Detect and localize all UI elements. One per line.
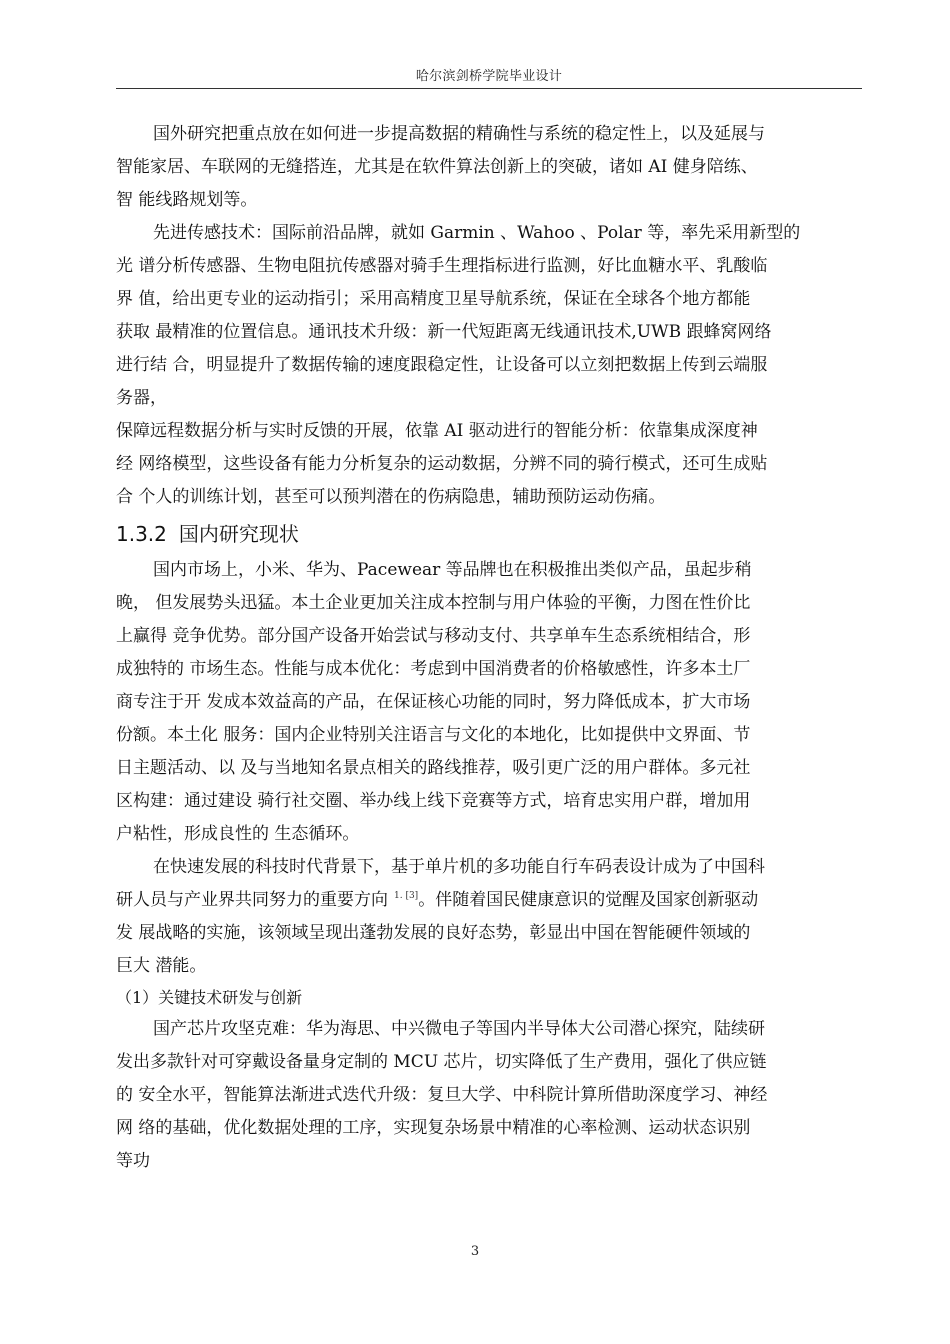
paragraph (116, 851, 856, 983)
paragraph (116, 1013, 856, 1178)
text-line (116, 884, 856, 917)
section-heading (116, 514, 856, 554)
text-line: 成独特的 市场生态。性能与成本优化：考虑到中国消费者的价格敏感性，许多本土厂 (116, 659, 751, 679)
text-line: 国内市场上，小米、华为、Pacewear 等品牌也在积极推出类似产品，虽起步稍 (153, 560, 752, 580)
paragraph (116, 217, 856, 415)
text-line: 经 网络模型，这些设备有能力分析复杂的运动数据，分辨不同的骑行模式，还可生成贴 (116, 454, 768, 474)
text-line: 发 展战略的实施，该领域呈现出蓬勃发展的良好态势，彰显出中国在智能硬件领域的 (116, 923, 751, 943)
text-line: 发出多款针对可穿戴设备量身定制的 MCU 芯片，切实降低了生产费用，强化了供应链 (116, 1052, 767, 1072)
page-header (116, 56, 862, 89)
citation-reference: 1. [3] (394, 891, 419, 902)
text-line: 国产芯片攻坚克难：华为海思、中兴微电子等国内半导体大公司潜心探究，陆续研 (153, 1019, 765, 1039)
text-line: 份额。本土化 服务：国内企业特别关注语言与文化的本地化，比如提供中文界面、节 (116, 725, 751, 745)
subheading: （1）关键技术研发与创新 (116, 988, 303, 1007)
text-line: 界 值，给出更专业的运动指引；采用高精度卫星导航系统，保证在全球各个地方都能 (116, 289, 751, 309)
text-line: 合 个人的训练计划，甚至可以预判潜在的伤病隐患，辅助预防运动伤痛。 (116, 487, 666, 507)
text-line: 进行结 合，明显提升了数据传输的速度跟稳定性，让设备可以立刻把数据上传到云端服 (116, 355, 768, 375)
text-line: 智能家居、车联网的无缝搭连，尤其是在软件算法创新上的突破，诸如 AI 健身陪练、 (116, 157, 758, 177)
text-line: 晚， 但发展势头迅猛。本土企业更加关注成本控制与用户体验的平衡，力图在性价比 (116, 593, 751, 613)
text-line: 网 络的基础，优化数据处理的工序，实现复杂场景中精准的心率检测、运动状态识别 (116, 1118, 751, 1138)
text-line: 智 能线路规划等。 (116, 190, 258, 210)
paragraph (116, 415, 856, 514)
text-line: 等功 (116, 1151, 150, 1171)
text-line: 日主题活动、以 及与当地知名景点相关的路线推荐，吸引更广泛的用户群体。多元社 (116, 758, 751, 778)
text-line: 国外研究把重点放在如何进一步提高数据的精确性与系统的稳定性上，以及延展与 (153, 124, 765, 144)
paragraph (116, 554, 856, 851)
text-line: 巨大 潜能。 (116, 956, 207, 976)
text-line: 光 谱分析传感器、生物电阻抗传感器对骑手生理指标进行监测，好比血糖水平、乳酸临 (116, 256, 768, 276)
text-line: 先进传感技术：国际前沿品牌，就如 Garmin 、Wahoo 、Polar 等，率先采用新型的 (153, 223, 801, 243)
text-line: 的 安全水平，智能算法渐进式迭代升级：复旦大学、中科院计算所借助深度学习、神经 (116, 1085, 768, 1105)
text-line: 区构建：通过建设 骑行社交圈、举办线上线下竞赛等方式，培育忠实用户群，增加用 (116, 791, 751, 811)
section-title: 国内研究现状 (178, 522, 299, 546)
section-number: 1.3.2 (116, 522, 167, 546)
text-line: 户粘性，形成良性的 生态循环。 (116, 824, 360, 844)
text-line: 商专注于开 发成本效益高的产品，在保证核心功能的同时，努力降低成本，扩大市场 (116, 692, 751, 712)
paragraph (116, 118, 856, 217)
text-line: 在快速发展的科技时代背景下，基于单片机的多功能自行车码表设计成为了中国科 (153, 857, 765, 877)
text-segment: 。伴随着国民健康意识的觉醒及国家创新驱动 (418, 890, 759, 910)
text-line: 务器， (116, 388, 167, 408)
page-body (116, 118, 856, 1178)
text-line: 保障远程数据分析与实时反馈的开展，依靠 AI 驱动进行的智能分析：依靠集成深度神 (116, 421, 758, 441)
page-number: 3 (470, 1244, 480, 1259)
text-segment: 研人员与产业界共同努力的重要方向 (116, 890, 388, 910)
header-title: 哈尔滨剑桥学院毕业设计 (415, 69, 563, 84)
text-line: 上赢得 竞争优势。部分国产设备开始尝试与移动支付、共享单车生态系统相结合，形 (116, 626, 751, 646)
text-line: 获取 最精准的位置信息。通讯技术升级：新一代短距离无线通讯技术,UWB 跟蜂窝网络 (116, 322, 772, 342)
